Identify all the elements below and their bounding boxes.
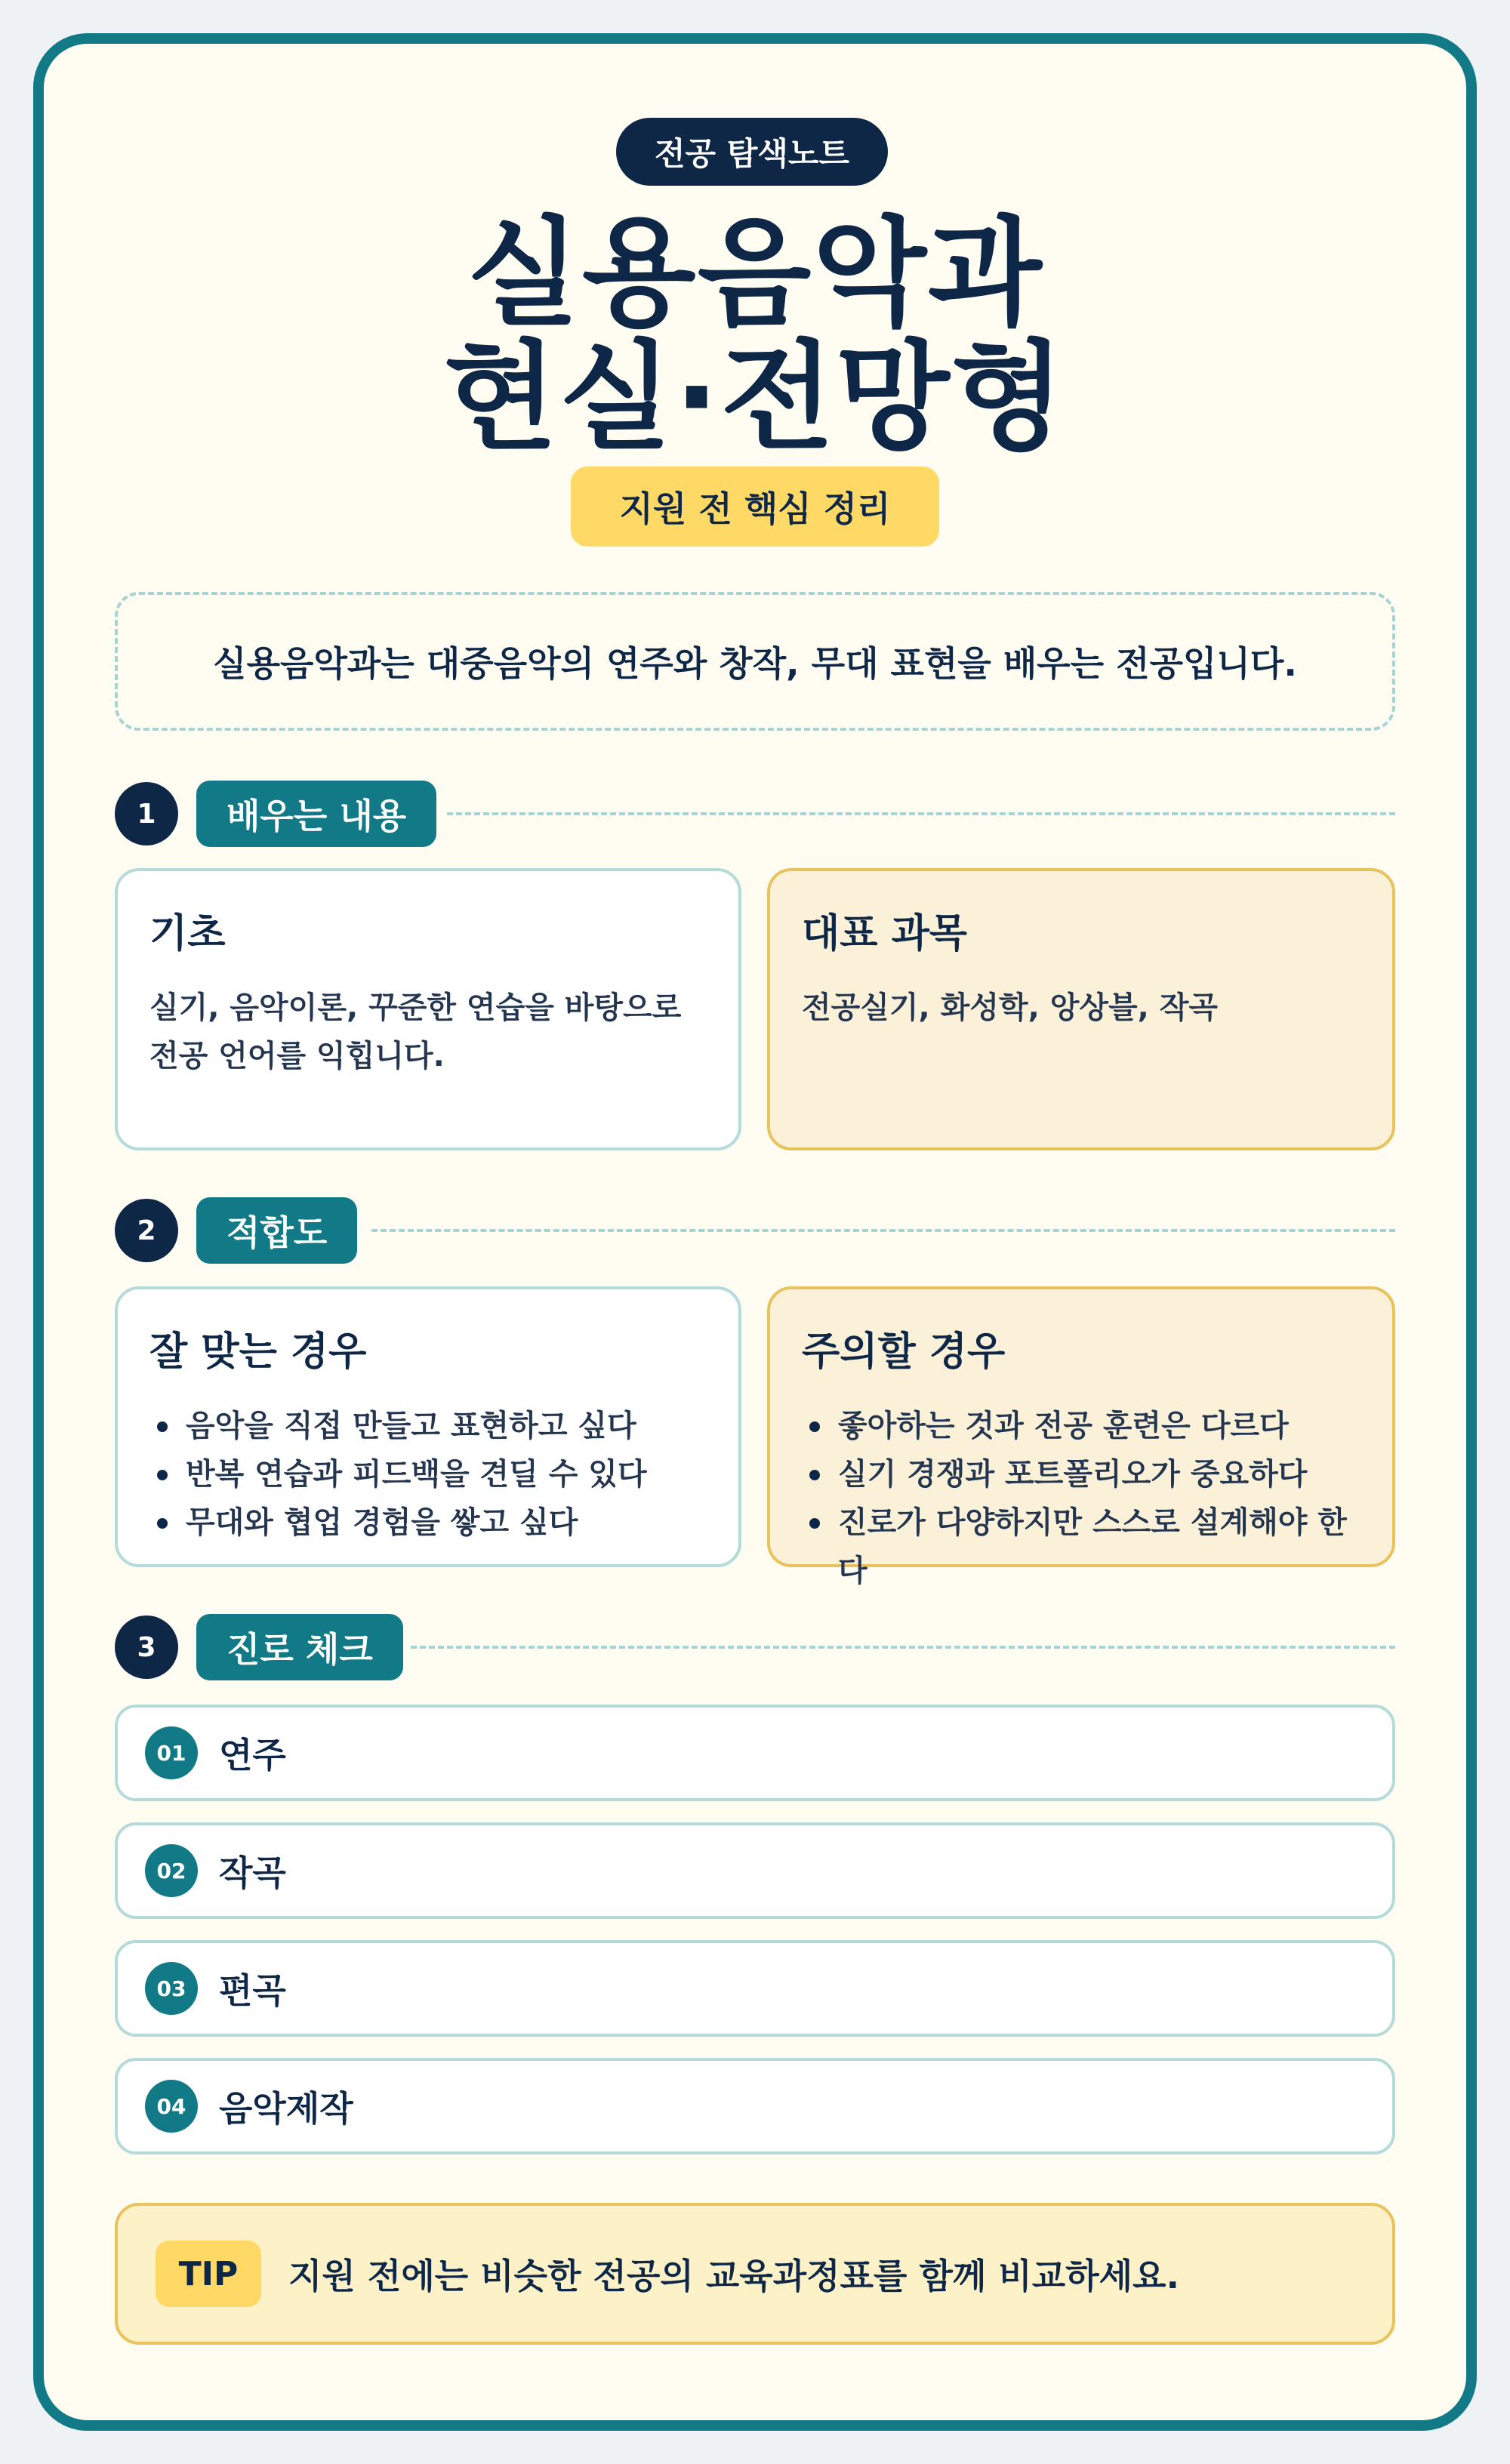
career-item	[115, 1705, 1395, 1801]
list-item: 좋아하는 것과 전공 훈련은 다르다	[802, 1402, 1361, 1450]
caution-list	[802, 1402, 1361, 1595]
section3-divider	[411, 1646, 1395, 1649]
section2-divider	[371, 1229, 1395, 1232]
section1-number: 1	[115, 782, 178, 845]
section1-basics-box	[115, 868, 741, 1150]
tip-text: 지원 전에는 비슷한 전공의 교육과정표를 함께 비교하세요.	[288, 2256, 1180, 2296]
career-label: 음악제작	[219, 2088, 353, 2129]
list-item: 반복 연습과 피드백을 견딜 수 있다	[149, 1450, 707, 1498]
list-item: 진로가 다양하지만 스스로 설계해야 한다	[802, 1498, 1361, 1595]
basics-title: 기초	[149, 911, 226, 956]
section1-label: 배우는 내용	[196, 781, 436, 847]
tip-box	[115, 2203, 1395, 2345]
career-label: 편곡	[219, 1970, 286, 2011]
career-number-badge: 04	[145, 2080, 198, 2133]
fit-title: 잘 맞는 경우	[149, 1329, 367, 1375]
page-title-line1: 실용음악과	[467, 205, 1043, 342]
section2-caution-box	[767, 1286, 1395, 1588]
basics-text: 실기, 음악이론, 꾸준한 연습을 바탕으로 전공 언어를 익힙니다.	[149, 990, 682, 1073]
tip-tag: TIP	[156, 2241, 261, 2307]
career-number-badge: 03	[145, 1962, 198, 2015]
section2-number: 2	[115, 1199, 178, 1262]
career-number-badge: 01	[145, 1726, 198, 1779]
list-item: 실기 경쟁과 포트폴리오가 중요하다	[802, 1450, 1361, 1498]
section2-fit-box	[115, 1286, 741, 1567]
header-badge: 전공 탐색노트	[616, 118, 888, 186]
section1-courses-box	[767, 868, 1395, 1150]
career-label: 작곡	[219, 1853, 286, 1893]
page-title-line2: 현실·전망형	[443, 328, 1067, 466]
courses-title: 대표 과목	[802, 911, 968, 956]
list-item: 음악을 직접 만들고 표현하고 싶다	[149, 1402, 707, 1450]
section3-number: 3	[115, 1615, 178, 1679]
career-item	[115, 1940, 1395, 2037]
intro-text: 실용음악과는 대중음악의 연주와 창작, 무대 표현을 배우는 전공입니다.	[213, 643, 1297, 684]
section3-label: 진로 체크	[196, 1614, 403, 1680]
career-item	[115, 2058, 1395, 2154]
career-item	[115, 1822, 1395, 1919]
fit-list	[149, 1402, 707, 1547]
intro-box	[115, 592, 1395, 731]
section1-divider	[447, 812, 1395, 815]
career-number-badge: 02	[145, 1844, 198, 1897]
courses-text: 전공실기, 화성학, 앙상블, 작곡	[802, 990, 1219, 1025]
career-label: 연주	[219, 1735, 286, 1776]
subtitle-badge: 지원 전 핵심 정리	[571, 467, 939, 547]
caution-title: 주의할 경우	[802, 1329, 1006, 1375]
list-item: 무대와 협업 경험을 쌓고 싶다	[149, 1498, 707, 1547]
section2-label: 적합도	[196, 1197, 357, 1264]
